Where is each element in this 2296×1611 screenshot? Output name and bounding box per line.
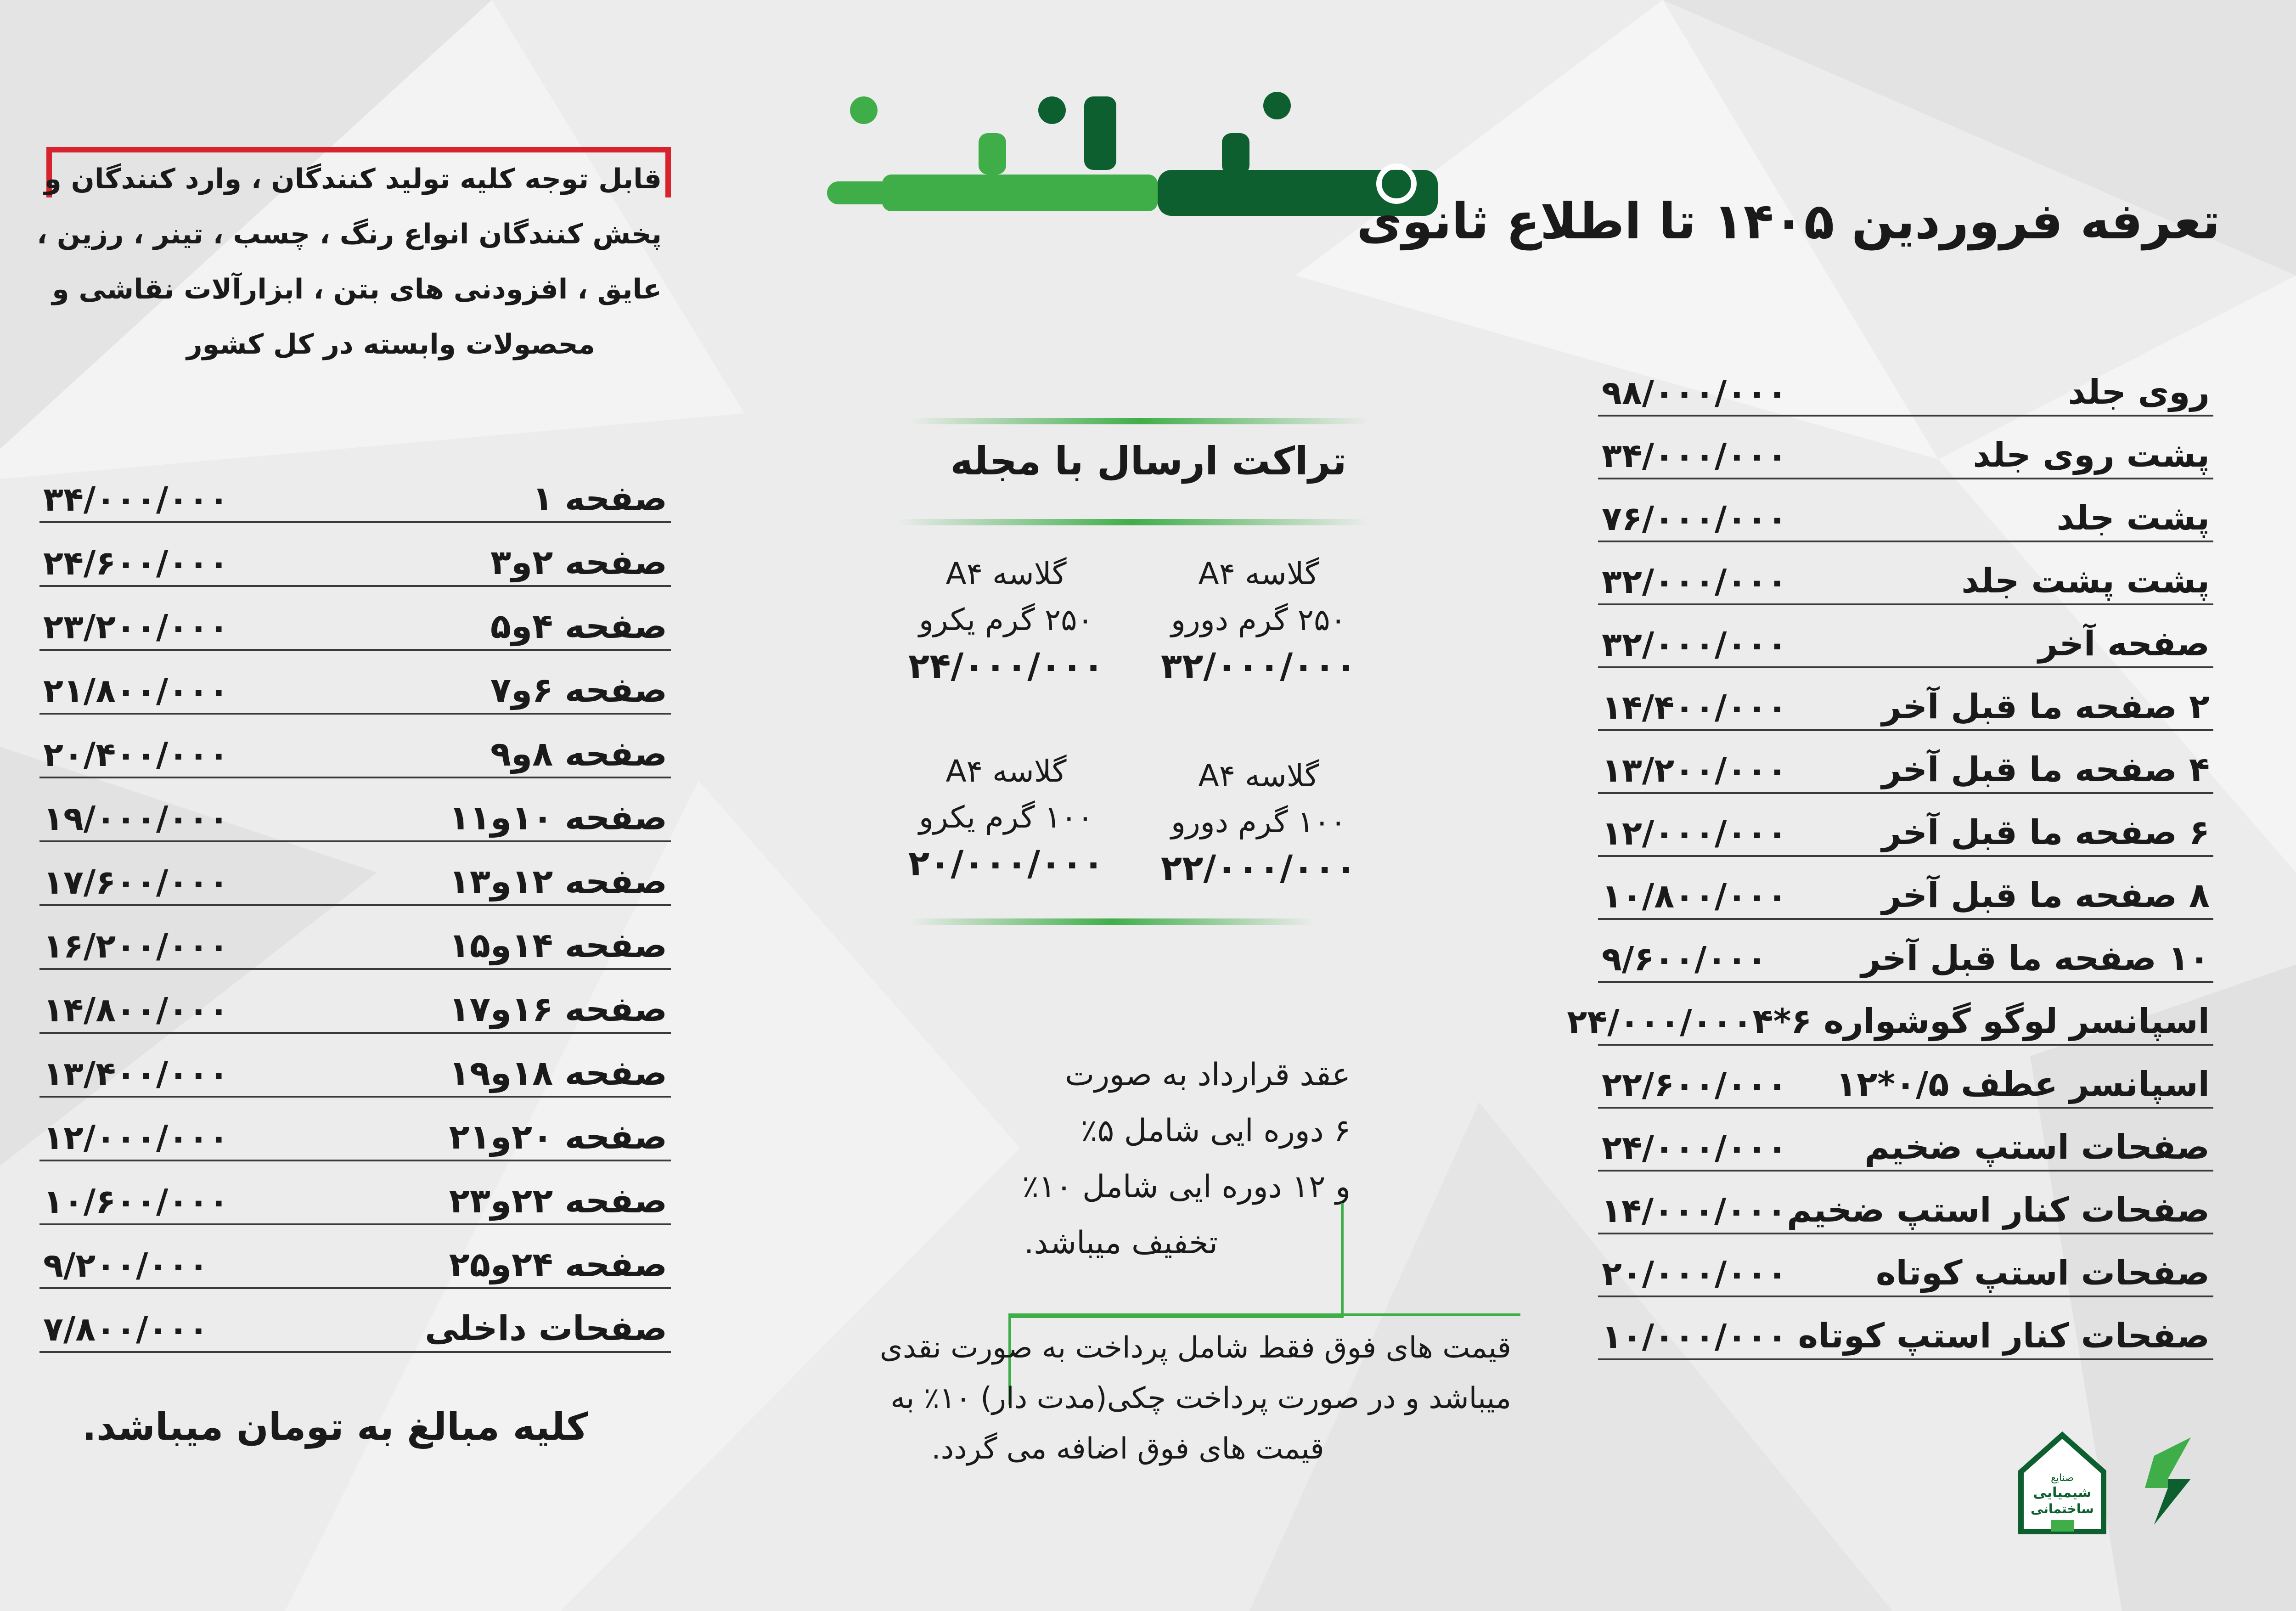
- row-price: ۱۳/۲۰۰/۰۰۰: [1602, 751, 1788, 789]
- card-price: ۲۰/۰۰۰/۰۰۰: [908, 843, 1104, 884]
- table-row: [1598, 354, 2213, 417]
- contract-frame: [1008, 1203, 1344, 1318]
- row-price: ۷/۸۰۰/۰۰۰: [43, 1310, 209, 1348]
- price-note-line: میباشد و در صورت پرداخت چکی(مدت دار) ۱۰٪ به: [890, 1381, 1511, 1415]
- table-row: [1598, 1172, 2213, 1234]
- row-label: صفحه ۲۴و۲۵: [449, 1245, 667, 1284]
- row-label: ۲ صفحه ما قبل آخر: [1881, 687, 2210, 727]
- row-price: ۱۶/۲۰۰/۰۰۰: [43, 927, 229, 965]
- association-word: صنایع: [2051, 1472, 2074, 1484]
- row-price: ۱۴/۴۰۰/۰۰۰: [1602, 688, 1788, 727]
- notice-line: محصولات وابسته در کل کشور: [186, 328, 595, 361]
- card-paper: گلاسه A۴: [945, 556, 1067, 591]
- table-row: [1567, 983, 2213, 1046]
- row-label: صفحه ۲۲و۲۳: [449, 1181, 667, 1221]
- row-price: ۱۰/۰۰۰/۰۰۰: [1602, 1317, 1788, 1356]
- tract-card: [1139, 551, 1378, 689]
- contract-line: عقد قرارداد به صورت: [1065, 1057, 1351, 1093]
- card-spec: ۱۰۰ گرم دورو: [1171, 804, 1347, 839]
- card-spec: ۲۵۰ گرم دورو: [1171, 602, 1347, 637]
- tariff-title: تعرفه فروردین ۱۴۰۵ تا اطلاع ثانوی: [1356, 193, 2220, 250]
- badges: [2016, 1428, 2209, 1538]
- row-label: اسپانسر عطف ۰/۵*۱۲: [1836, 1065, 2210, 1104]
- row-label: صفحه ۴و۵: [490, 607, 667, 646]
- table-row: [39, 842, 671, 906]
- brand-leaf-icon: [2145, 1437, 2191, 1525]
- row-price: ۷۶/۰۰۰/۰۰۰: [1602, 499, 1788, 538]
- card-price: ۲۴/۰۰۰/۰۰۰: [908, 645, 1104, 686]
- table-row: [39, 1098, 671, 1161]
- notice-line: قابل توجه کلیه تولید کنندگان ، وارد کنندگان و: [44, 163, 662, 195]
- contract-line: ۶ دوره ایی شامل ۵٪: [1080, 1113, 1351, 1149]
- table-row: [39, 587, 671, 651]
- row-label: صفحات استپ ضخیم: [1864, 1127, 2210, 1167]
- tract-card: [887, 551, 1125, 689]
- row-label: پشت روی جلد: [1973, 435, 2210, 475]
- divider-line: [910, 418, 1369, 424]
- row-price: ۱۴/۸۰۰/۰۰۰: [43, 991, 229, 1029]
- card-price: ۲۲/۰۰۰/۰۰۰: [1160, 847, 1357, 888]
- card-spec: ۲۵۰ گرم یکرو: [918, 602, 1094, 637]
- table-row: [1598, 920, 2213, 983]
- association-word: شیمیایی: [2033, 1485, 2092, 1501]
- row-price: ۱۷/۶۰۰/۰۰۰: [43, 863, 229, 901]
- row-price: ۲۴/۶۰۰/۰۰۰: [43, 544, 229, 582]
- table-row: [39, 906, 671, 970]
- pages-table: [39, 459, 671, 1353]
- table-row: [1598, 1297, 2213, 1360]
- brand-logo: [827, 83, 1438, 234]
- row-price: ۹/۶۰۰/۰۰۰: [1602, 940, 1767, 978]
- row-price: ۱۰/۶۰۰/۰۰۰: [43, 1182, 229, 1221]
- table-row: [39, 459, 671, 523]
- row-label: صفحه ۸و۹: [490, 734, 667, 774]
- row-label: صفحه ۱۶و۱۷: [449, 990, 667, 1029]
- table-row: [1598, 542, 2213, 605]
- table-row: [1598, 668, 2213, 731]
- row-label: ۶ صفحه ما قبل آخر: [1881, 813, 2210, 852]
- row-price: ۳۲/۰۰۰/۰۰۰: [1602, 562, 1788, 601]
- row-label: صفحه ۲و۳: [490, 543, 667, 582]
- row-label: روی جلد: [2068, 372, 2210, 412]
- price-note-line: قیمت های فوق فقط شامل پرداخت به صورت نقدی: [879, 1331, 1511, 1365]
- row-price: ۱۰/۸۰۰/۰۰۰: [1602, 877, 1788, 915]
- table-row: [1598, 1109, 2213, 1172]
- table-row: [39, 1225, 671, 1289]
- row-label: صفحات استپ کوتاه: [1875, 1253, 2210, 1293]
- table-row: [1598, 794, 2213, 857]
- price-note-line: قیمت های فوق اضافه می گردد.: [931, 1432, 1324, 1466]
- table-row: [1598, 731, 2213, 794]
- notice-line: عایق ، افزودنی های بتن ، ابزارآلات نقاشی و: [52, 273, 662, 305]
- table-row: [39, 1289, 671, 1353]
- row-label: صفحه ۱۴و۱۵: [449, 926, 667, 965]
- row-label: صفحات کنار استپ ضخیم: [1787, 1190, 2210, 1230]
- table-row: [1598, 479, 2213, 542]
- contract-line: تخفیف میباشد.: [1024, 1225, 1218, 1261]
- price-note: [744, 1323, 1511, 1474]
- card-paper: گلاسه A۴: [1198, 556, 1319, 591]
- row-price: ۲۰/۴۰۰/۰۰۰: [43, 735, 229, 774]
- row-price: ۹/۲۰۰/۰۰۰: [43, 1246, 209, 1284]
- table-row: [1598, 1234, 2213, 1297]
- row-price: ۹۸/۰۰۰/۰۰۰: [1602, 373, 1788, 412]
- table-row: [39, 778, 671, 842]
- row-label: صفحات کنار استپ کوتاه: [1798, 1316, 2210, 1356]
- row-price: ۳۴/۰۰۰/۰۰۰: [1602, 436, 1788, 475]
- row-price: ۱۴/۰۰۰/۰۰۰: [1601, 1191, 1787, 1230]
- association-word: ساختمانی: [2031, 1501, 2094, 1516]
- row-price: ۱۳/۴۰۰/۰۰۰: [43, 1054, 229, 1093]
- row-label: ۱۰ صفحه ما قبل آخر: [1861, 939, 2210, 978]
- row-label: صفحه ۱۰و۱۱: [449, 798, 667, 838]
- card-spec: ۱۰۰ گرم یکرو: [918, 800, 1094, 835]
- row-label: صفحه ۱۲و۱۳: [449, 862, 667, 901]
- row-price: ۱۲/۰۰۰/۰۰۰: [43, 1118, 229, 1157]
- row-price: ۱۹/۰۰۰/۰۰۰: [43, 799, 229, 838]
- row-price: ۲۰/۰۰۰/۰۰۰: [1602, 1254, 1788, 1293]
- row-label: صفحه ۱: [532, 479, 667, 518]
- notice-line: پخش کنندگان انواع رنگ ، چسب ، تینر ، رزین ،: [37, 218, 662, 250]
- row-label: پشت پشت جلد: [1961, 561, 2210, 601]
- row-label: صفحه ۶و۷: [490, 670, 667, 710]
- divider-line: [910, 918, 1314, 925]
- currency-footnote: کلیه مبالغ به تومان میباشد.: [82, 1405, 588, 1449]
- association-house-icon: [2021, 1435, 2104, 1532]
- row-label: اسپانسر لوگو گوشواره ۶*۴: [1752, 1002, 2210, 1041]
- card-paper: گلاسه A۴: [945, 754, 1067, 789]
- row-price: ۳۴/۰۰۰/۰۰۰: [43, 480, 229, 518]
- row-price: ۳۲/۰۰۰/۰۰۰: [1602, 625, 1788, 664]
- table-row: [39, 715, 671, 778]
- row-label: صفحه آخر: [2038, 624, 2210, 664]
- row-price: ۲۴/۰۰۰/۰۰۰: [1602, 1128, 1788, 1167]
- table-row: [39, 1161, 671, 1225]
- card-paper: گلاسه A۴: [1198, 758, 1319, 794]
- row-price: ۲۲/۶۰۰/۰۰۰: [1602, 1065, 1788, 1104]
- tract-card: [1139, 753, 1378, 891]
- row-label: ۴ صفحه ما قبل آخر: [1881, 750, 2210, 789]
- row-label: صفحه ۲۰و۲۱: [449, 1117, 667, 1157]
- row-label: پشت جلد: [2056, 498, 2210, 538]
- row-label: ۸ صفحه ما قبل آخر: [1881, 876, 2210, 915]
- table-row: [1598, 417, 2213, 479]
- table-row: [39, 523, 671, 587]
- card-price: ۳۲/۰۰۰/۰۰۰: [1160, 645, 1357, 686]
- row-price: ۲۳/۲۰۰/۰۰۰: [43, 608, 229, 646]
- row-price: ۱۲/۰۰۰/۰۰۰: [1602, 814, 1788, 852]
- table-row: [1598, 1046, 2213, 1109]
- notice-text: [37, 152, 662, 372]
- table-row: [1598, 605, 2213, 668]
- divider-line: [896, 519, 1369, 525]
- row-price: ۲۱/۸۰۰/۰۰۰: [43, 671, 229, 710]
- row-label: صفحات داخلی: [425, 1309, 667, 1348]
- row-price: ۲۴/۰۰۰/۰۰۰: [1567, 1003, 1753, 1041]
- contract-line: و ۱۲ دوره ایی شامل ۱۰٪: [1022, 1169, 1351, 1205]
- row-label: صفحه ۱۸و۱۹: [449, 1053, 667, 1093]
- table-row: [39, 651, 671, 715]
- tract-title: تراکت ارسال با مجله: [950, 439, 1347, 484]
- tariff-table: [1567, 354, 2213, 1360]
- table-row: [1598, 857, 2213, 920]
- tract-card: [887, 749, 1125, 886]
- table-row: [39, 970, 671, 1034]
- table-row: [39, 1034, 671, 1098]
